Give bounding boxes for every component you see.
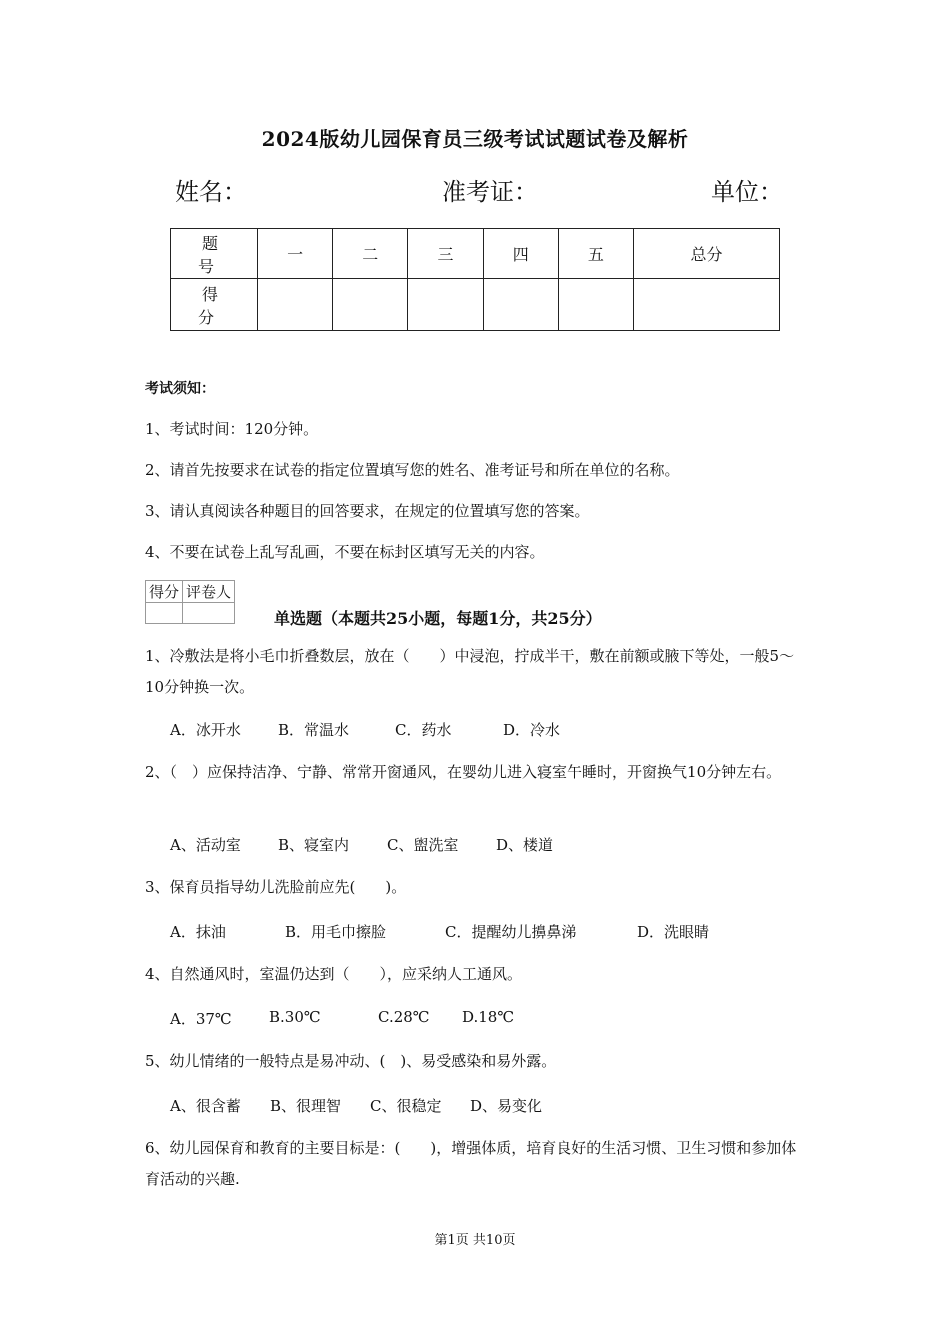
score-input-cell[interactable] [408,279,483,331]
notice-item: 4、不要在试卷上乱写乱画，不要在标封区填写无关的内容。 [145,543,545,561]
score-input-cell[interactable] [258,279,333,331]
question-option: C、很稳定 [370,1097,442,1115]
page-footer: 第1页 共10页 [434,1233,516,1248]
question-option: B．常温水 [278,721,350,739]
question-option: D．冷水 [503,721,561,739]
score-table-header-row [171,229,780,279]
score-input-cell[interactable] [483,279,558,331]
unit-label: 单位： [711,178,783,206]
score-input-cell[interactable] [634,279,780,331]
question-text: 6、幼儿园保育和教育的主要目标是：( )，增强体质，培育良好的生活习惯、卫生习惯和参加体育活动的兴趣. [145,1139,797,1188]
score-table-cell: 二 [333,229,408,279]
question-option: B、很理智 [270,1097,342,1115]
question-option: C．药水 [395,721,452,739]
score-input-cell[interactable] [558,279,633,331]
score-table-cell: 三 [408,229,483,279]
notice-item: 3、请认真阅读各种题目的回答要求，在规定的位置填写您的答案。 [145,502,590,520]
grader-name-cell[interactable] [183,603,235,624]
question-text: 3、保育员指导幼儿洗脸前应先( )。 [145,878,407,896]
score-table-cell: 题 号 [171,229,258,279]
score-table [170,228,780,331]
page-title: 2024版幼儿园保育员三级考试试题试卷及解析 [261,127,689,151]
question-option: D、楼道 [496,836,554,854]
question-text: 5、幼儿情绪的一般特点是易冲动、( )、易受感染和易外露。 [145,1052,557,1070]
question-text: 4、自然通风时，室温仍达到（ ），应采纳人工通风。 [145,965,523,983]
question-option: C．提醒幼儿擤鼻涕 [445,923,577,941]
notice-heading: 考试须知： [145,381,215,397]
grader-table [145,580,235,624]
score-table-score-row [171,279,780,331]
question-text: 2、（ ）应保持洁净、宁静、常常开窗通风，在婴幼儿进入寝室午睡时，开窗换气10分钟左右。 [145,763,782,781]
question-option: A．冰开水 [170,721,241,739]
score-table-cell: 一 [258,229,333,279]
question-option: D．洗眼睛 [637,923,710,941]
question-option: D、易变化 [470,1097,543,1115]
question-text: 1、冷敷法是将小毛巾折叠数层，放在（ ）中浸泡，拧成半干，敷在前额或腋下等处，一般5～10分钟换一次。 [145,647,795,696]
name-label: 姓名： [175,178,247,206]
question-option: B.30℃ [269,1008,321,1026]
notice-item: 2、请首先按要求在试卷的指定位置填写您的姓名、准考证号和所在单位的名称。 [145,461,680,479]
question-option: A．抹油 [170,923,226,941]
notice-item: 1、考试时间：120分钟。 [145,420,319,438]
question-option: A．37℃ [170,1010,232,1028]
section-title: 单选题（本题共25小题，每题1分，共25分） [274,609,602,628]
question-option: C.28℃ [378,1008,430,1026]
score-table-cell: 四 [483,229,558,279]
question-option: B．用毛巾擦脸 [285,923,387,941]
question-option: B、寝室内 [278,836,350,854]
grader-score-cell[interactable] [146,603,183,624]
question-option: D.18℃ [462,1008,515,1026]
score-table-cell: 总分 [634,229,780,279]
exam-id-label: 准考证： [442,178,538,206]
question-option: C、盥洗室 [387,836,459,854]
score-input-cell[interactable] [333,279,408,331]
score-row-label: 得 分 [171,279,258,331]
score-table-cell: 五 [558,229,633,279]
grader-score-label: 得分 [146,581,183,603]
question-option: A、很含蓄 [170,1097,241,1115]
grader-name-label: 评卷人 [183,581,235,603]
question-option: A、活动室 [170,836,241,854]
